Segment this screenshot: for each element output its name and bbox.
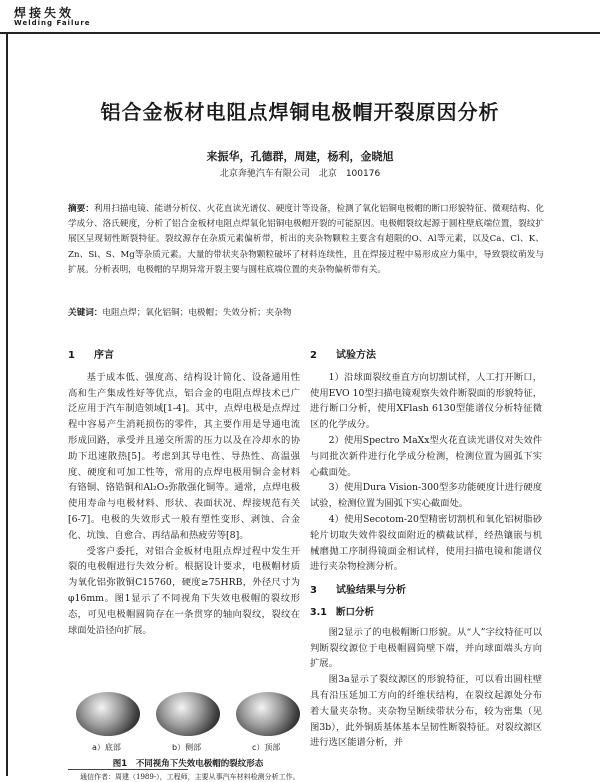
abstract [68, 202, 544, 278]
journal-name: 焊接失效 [14, 6, 75, 20]
keywords [68, 306, 544, 318]
paragraph: 基于成本低、强度高、结构设计简化、设备通用性高和生产集成性好等优点，铝合金的电阻点焊技术已广泛应用于汽车制造领域[1-4]。其中，点焊电极是点焊过程中容易产生消耗损伤的零件，其主要作用是导通电流形成回路，承受并且递交所需的压力以及在冷却水的协助下迅速散热[5]。考虑到其导电性、导热性、高温强度、硬度和可加工性等，常用的点焊电极用铜合金材料有铬铜、铬锆铜和Al₂O₃弥散强化铜等。通常，点焊电极使用寿命与电极材料、形状、表面状况、焊接规范有关[6-7]。电极的失效形式一般有塑性变形、剥蚀、合金化、坑蚀、自愈合、再结晶和热疲劳等[8]。 [68, 371, 300, 541]
abstract-text: 利用扫描电镜、能谱分析仪、火花直读光谱仪、硬度计等设备，检测了氧化铝铜电极帽的断口形貌特征、微观结构、化学成分、洛氏硬度，分析了铝合金板材电阻点焊氧化铝铜电极帽开裂的可能原因。电极帽裂纹起源于圆柱壁底端位置，裂纹扩展区呈现韧性断裂特征。裂纹源存在杂质元素偏析带，析出的夹杂物颗粒主要含有超限的O、Al等元素，以及Ca、Cl、K、Zn、Si、S、Mg等杂质元素。大量的带状夹杂物颗粒破坏了材料连续性，且在焊接过程中易形成应力集中，导致裂纹萌发与扩展。分析表明，电极帽的早期异常开裂主要与圆柱底端位置的夹杂物偏析带有关。 [68, 204, 544, 275]
method-item: 3）使用Dura Vision-300型多功能硬度计进行硬度试验，检测位置为圆弧下实心截面处。 [310, 482, 542, 510]
figure-subcaption: a）底部 [92, 743, 121, 752]
figure-1 [76, 692, 300, 738]
header-rule [0, 32, 600, 34]
section-heading: 2 试验方法 [310, 350, 376, 361]
journal-name-en: Welding Failure [14, 19, 91, 27]
electrode-photo-side [156, 692, 220, 736]
electrode-photo-top [236, 692, 300, 736]
figure-subcaption: c）顶部 [252, 743, 281, 752]
electrode-photo-bottom [76, 692, 140, 736]
paragraph: 图3a显示了裂纹源区的形貌特征，可以看出圆柱壁具有沿压延加工方向的纤维状结构，在裂纹起源处分布着大量夹杂物。夹杂物呈断续带状分布，较为密集（见图3b），此外铜质基体基本呈韧性断裂特征。对裂纹源区进行选区能谱分析，并 [310, 674, 542, 749]
method-item: 1）沿球面裂纹垂直方向切割试样，人工打开断口，使用EVO 10型扫描电镜观察失效件断裂面的形貌特征，进行断口分析，使用XFlash 6130型能谱仪分析特征微区的化学成分。 [310, 371, 542, 431]
subsection-heading: 3.1 断口分析 [310, 606, 375, 618]
method-item: 4）使用Secotom-20型精密切割机和氧化铝树脂砂轮片切取失效件裂纹面附近的横截试样，经热镶嵌与机械磨抛工序制得镜面金相试样，使用扫描电镜和能谱仪进行夹杂物检测分析。 [310, 513, 542, 573]
abstract-label: 摘要： [68, 204, 94, 214]
footnote: 通信作者：周建（1989-），工程师，主要从事汽车材料检测分析工作。 [80, 773, 300, 781]
paragraph: 受客户委托，对铝合金板材电阻点焊过程中发生开裂的电极帽进行失效分析。根据设计要求，电极帽材质为氧化铝弥散铜C15760，硬度≥75HRB，外径尺寸为φ16mm。图1显示了不同视角下失效电极帽的裂纹形态，可见电极帽圆筒存在一条贯穿的轴向裂纹，裂纹在球面处沿径向扩展。 [68, 545, 300, 636]
authors: 来振华，孔德群，周建，杨利，金晓旭 [206, 150, 394, 163]
footnote-rule [68, 769, 188, 770]
figure-subcaption: b）侧部 [172, 743, 202, 752]
column-left [68, 348, 300, 638]
paragraph: 图2显示了的电极帽断口形貌。从“人”字纹特征可以判断裂纹源位于电极帽圆筒壁下端，并向球面端头方向扩展。 [310, 626, 542, 670]
margin-line [6, 32, 8, 776]
keywords-label: 关键词： [68, 308, 103, 318]
section-heading: 1 序言 [68, 350, 114, 361]
keywords-text: 电阻点焊；氧化铝铜；电极帽；失效分析；夹杂物 [102, 308, 292, 318]
affiliation: 北京奔驰汽车有限公司 北京 100176 [219, 169, 381, 179]
figure-caption: 图1 不同视角下失效电极帽的裂纹形态 [112, 759, 264, 769]
method-item: 2）使用Spectro MaXx型火花直读光谱仪对失效件与同批次新件进行化学成分检测，检测位置为圆弧下实心截面处。 [310, 434, 542, 478]
paper-title: 铝合金板材电阻点焊铜电极帽开裂原因分析 [100, 100, 500, 124]
section-heading: 3 试验结果与分析 [310, 585, 406, 597]
column-right [310, 348, 542, 751]
